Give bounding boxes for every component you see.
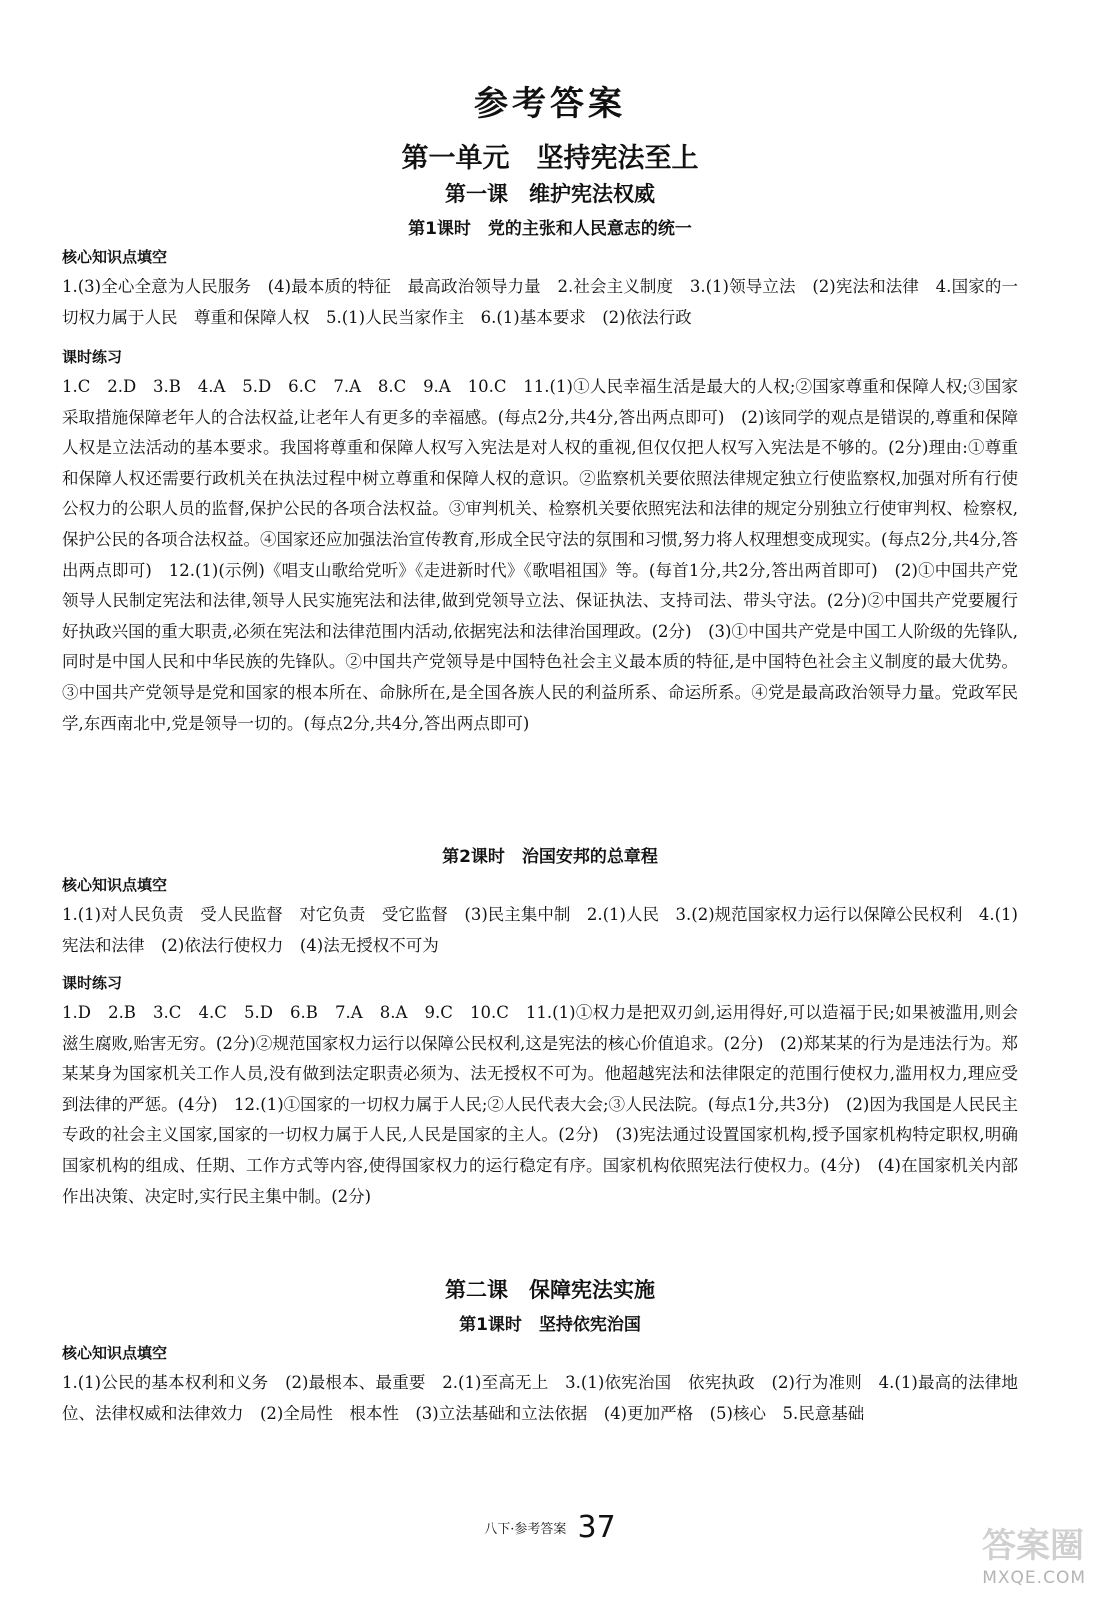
lesson1-period2-fill-label: 核心知识点填空	[62, 876, 168, 894]
watermark-url: MXQE.COM	[982, 1568, 1086, 1588]
lesson1-period1-practice-label: 课时练习	[62, 348, 123, 366]
page-number: 37	[577, 1510, 616, 1545]
page-title: 参考答案	[474, 84, 626, 124]
page-footer	[0, 1510, 1100, 1545]
lesson1-heading: 第一课 维护宪法权威	[445, 182, 655, 206]
lesson1-period2-practice-label: 课时练习	[62, 974, 123, 992]
footer-label: 八下·参考答案	[484, 1522, 567, 1537]
lesson1-period2-heading: 第2课时 治国安邦的总章程	[442, 847, 658, 867]
lesson2-period1-fill-label: 核心知识点填空	[62, 1344, 168, 1362]
watermark-logo-text: 答案圈	[982, 1526, 1084, 1566]
watermark-logo	[940, 1518, 1090, 1590]
lesson1-period1-heading: 第1课时 党的主张和人民意志的统一	[408, 219, 692, 239]
lesson1-period2-practice-text: 1.D 2.B 3.C 4.C 5.D 6.B 7.A 8.A 9.C 10.C 11.(1)①权力是把双刃剑,运用得好,可以造福于民;如果被滥用,则会滋生腐败,贻害无穷。(2分)②规范国家权力运行以保障公民权利,这是宪法的核心价值追求。(2分) (2)郑某某的行为是违法行为。郑某某身为国家机关工作人员,没有做到法定职责必须为、法无授权不可为。他超越宪法和法律限定的范围行使权力,滥用权力,理应受到法律的严惩。(4分) 12.(1)①国家的一切权力属于人民;②人民代表大会;③人民法院。(每点1分,共3分) (2)因为我国是人民民主专政的社会主义国家,国家的一切权力属于人民,人民是国家的主人。(2分) (3)宪法通过设置国家机构,授予国家机构特定职权,明确国家机构的组成、任期、工作方式等内容,使得国家权力的运行稳定有序。国家机构依照宪法行使权力。(4分) (4)在国家机关内部作出决策、决定时,实行民主集中制。(2分)	[62, 1003, 1018, 1206]
lesson2-period1-heading: 第1课时 坚持依宪治国	[459, 1315, 641, 1335]
unit-heading: 第一单元 坚持宪法至上	[401, 143, 699, 174]
lesson1-period1-fill-text: 1.(3)全心全意为人民服务 (4)最本质的特征 最高政治领导力量 2.社会主义制度 3.(1)领导立法 (2)宪法和法律 4.国家的一切权力属于人民 尊重和保障人权 5.(1)人民当家作主 6.(1)基本要求 (2)依法行政	[62, 277, 1018, 327]
lesson2-heading: 第二课 保障宪法实施	[445, 1278, 655, 1302]
lesson1-period2-fill-text: 1.(1)对人民负责 受人民监督 对它负责 受它监督 (3)民主集中制 2.(1)人民 3.(2)规范国家权力运行以保障公民权利 4.(1)宪法和法律 (2)依法行使权力 (4)法无授权不可为	[62, 905, 1018, 955]
lesson1-period1-practice-text: 1.C 2.D 3.B 4.A 5.D 6.C 7.A 8.C 9.A 10.C 11.(1)①人民幸福生活是最大的人权;②国家尊重和保障人权;③国家采取措施保障老年人的合法权益,让老年人有更多的幸福感。(每点2分,共4分,答出两点即可) (2)该同学的观点是错误的,尊重和保障人权是立法活动的基本要求。我国将尊重和保障人权写入宪法是对人权的重视,但仅仅把人权写入宪法是不够的。(2分)理由:①尊重和保障人权还需要行政机关在执法过程中树立尊重和保障人权的意识。②监察机关要依照法律规定独立行使监察权,加强对所有行使公权力的公职人员的监督,保护公民的各项合法权益。③审判机关、检察机关要依照宪法和法律的规定分别独立行使审判权、检察权,保护公民的各项合法权益。④国家还应加强法治宣传教育,形成全民守法的氛围和习惯,努力将人权理想变成现实。(每点2分,共4分,答出两点即可) 12.(1)(示例)《唱支山歌给党听》《走进新时代》《歌唱祖国》等。(每首1分,共2分,答出两首即可) (2)①中国共产党领导人民制定宪法和法律,领导人民实施宪法和法律,做到党领导立法、保证执法、支持司法、带头守法。(2分)②中国共产党要履行好执政兴国的重大职责,必须在宪法和法律范围内活动,依据宪法和法律治国理政。(2分) (3)①中国共产党是中国工人阶级的先锋队,同时是中国人民和中华民族的先锋队。②中国共产党领导是中国特色社会主义最本质的特征,是中国特色社会主义制度的最大优势。③中国共产党领导是党和国家的根本所在、命脉所在,是全国各族人民的利益所系、命运所系。④党是最高政治领导力量。党政军民学,东西南北中,党是领导一切的。(每点2分,共4分,答出两点即可)	[62, 377, 1018, 733]
lesson2-period1-fill-text: 1.(1)公民的基本权利和义务 (2)最根本、最重要 2.(1)至高无上 3.(1)依宪治国 依宪执政 (2)行为准则 4.(1)最高的法律地位、法律权威和法律效力 (2)全局性 根本性 (3)立法基础和立法依据 (4)更加严格 (5)核心 5.民意基础	[62, 1373, 1018, 1423]
lesson1-period1-fill-label: 核心知识点填空	[62, 248, 168, 266]
